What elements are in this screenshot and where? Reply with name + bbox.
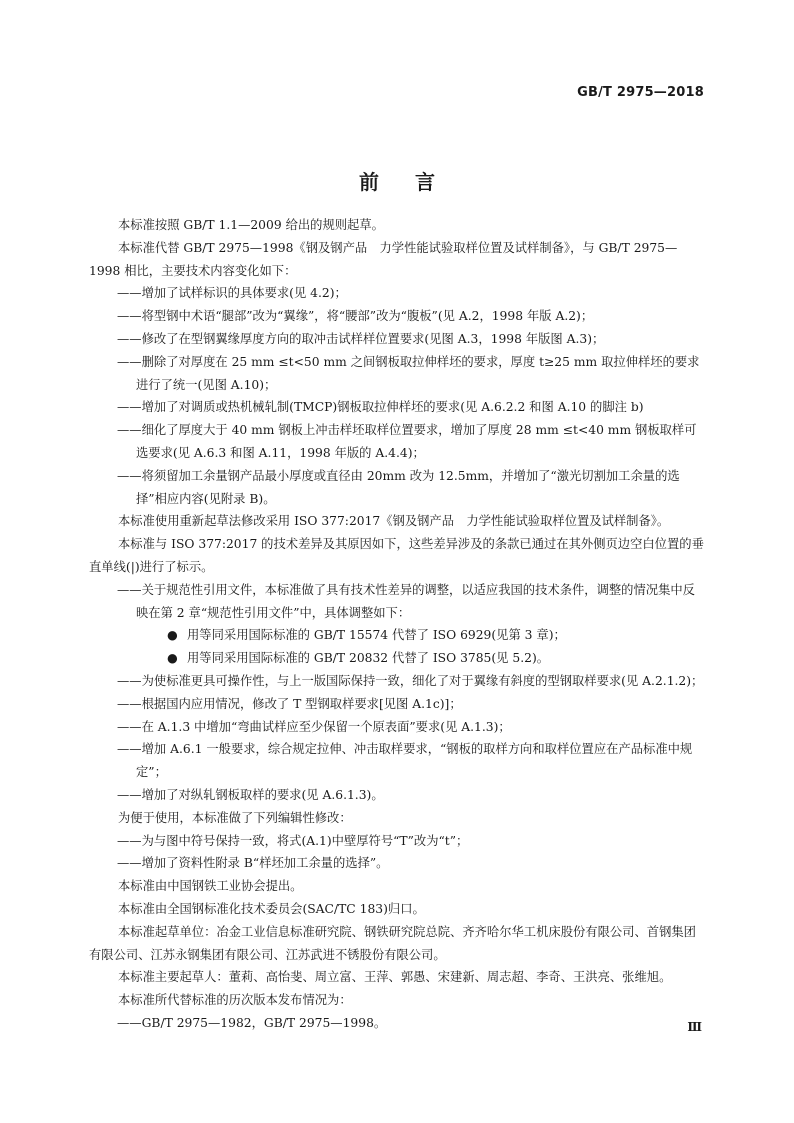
paragraph: 本标准按照 GB/T 1.1—2009 给出的规则起草。 bbox=[118, 218, 384, 232]
paragraph: 本标准由中国钢铁工业协会提出。 bbox=[118, 879, 303, 894]
paragraph: 本标准主要起草人：董莉、高怡斐、周立富、王萍、郭愚、宋建新、周志超、李奇、王洪亮、张维旭。 bbox=[118, 970, 672, 985]
list-item: ——细化了厚度大于 40 mm 钢板上冲击样坯取样位置要求，增加了厚度 28 mm ≤t<40 mm 钢板取样可选要求(见 A.6.3 和图 A.11，1998 年版的 A.4.4)； bbox=[117, 423, 697, 460]
standard-code: GB/T 2975—2018 bbox=[577, 85, 704, 100]
page-title: 前言 bbox=[359, 170, 471, 195]
list-item: ——增加了对调质或热机械轧制(TMCP)钢板取拉伸样坯的要求(见 A.6.2.2 和图 A.10 的脚注 b) bbox=[117, 400, 644, 415]
list-item: ——为与图中符号保持一致，将式(A.1)中壁厚符号“T”改为“t”； bbox=[117, 833, 469, 848]
paragraph: 本标准使用重新起草法修改采用 ISO 377:2017《钢及钢产品 力学性能试验取样位置及试样制备》。 bbox=[118, 514, 670, 529]
paragraph: 本标准起草单位：冶金工业信息标准研究院、钢铁研究院总院、齐齐哈尔华工机床股份有限公司、首钢集团有限公司、江苏永钢集团有限公司、江苏武进不锈股份有限公司。 bbox=[89, 924, 696, 962]
paragraph: 本标准所代替标准的历次版本发布情况为： bbox=[118, 993, 352, 1008]
list-item: ——根据国内应用情况，修改了 T 型钢取样要求[见图 A.1c)]； bbox=[117, 696, 462, 711]
list-item: ——GB/T 2975—1982，GB/T 2975—1998。 bbox=[117, 1015, 387, 1030]
list-item: ——增加了对纵轧钢板取样的要求(见 A.6.1.3)。 bbox=[117, 787, 384, 802]
list-item: ——修改了在型钢翼缘厚度方向的取冲击试样样位置要求(见图 A.3，1998 年版图 A.3)； bbox=[117, 331, 605, 346]
paragraph: 为便于使用，本标准做了下列编辑性修改： bbox=[118, 810, 352, 825]
bullet-icon: ● bbox=[167, 628, 178, 643]
list-item: ——将型钢中术语“腿部”改为“翼缘”，将“腰部”改为“腹板”(见 A.2，1998 年版 A.2)； bbox=[117, 309, 594, 324]
list-item: ——增加 A.6.1 一般要求，综合规定拉伸、冲击取样要求，“钢板的取样方向和取样位置应在产品标准中规定”； bbox=[117, 742, 693, 780]
page-number: Ⅲ bbox=[687, 1020, 702, 1034]
list-item: ——在 A.1.3 中增加“弯曲试样应至少保留一个原表面”要求(见 A.1.3)； bbox=[117, 719, 511, 734]
list-item: ——为使标准更具可操作性，与上一版国际保持一致，细化了对于翼缘有斜度的型钢取样要求(见 A.2.1.2)； bbox=[117, 673, 704, 688]
paragraph: 本标准代替 GB/T 2975—1998《钢及钢产品 力学性能试验取样位置及试样制备》，与 GB/T 2975—1998 相比，主要技术内容变化如下： bbox=[89, 240, 678, 278]
bullet-item bbox=[89, 624, 706, 647]
bullet-text: 用等同采用国际标准的 GB/T 15574 代替了 ISO 6929(见第 3 章)； bbox=[187, 628, 566, 643]
bullet-text: 用等同采用国际标准的 GB/T 20832 代替了 ISO 3785(见 5.2)。 bbox=[187, 651, 550, 666]
list-item: ——增加了资料性附录 B“样坯加工余量的选择”。 bbox=[117, 856, 389, 871]
bullet-item bbox=[89, 647, 706, 670]
paragraph: 本标准与 ISO 377:2017 的技术差异及其原因如下，这些差异涉及的条款已通过在其外侧页边空白位置的垂直单线(|)进行了标示。 bbox=[89, 537, 704, 574]
document-body bbox=[89, 214, 706, 1035]
list-item: ——将须留加工余量钢产品最小厚度或直径由 20mm 改为 12.5mm，并增加了“激光切割加工余量的选择”相应内容(见附录 B)。 bbox=[117, 468, 680, 506]
list-item: ——增加了试样标识的具体要求(见 4.2)； bbox=[117, 286, 347, 301]
paragraph: 本标准由全国钢标准化技术委员会(SAC/TC 183)归口。 bbox=[118, 901, 425, 916]
bullet-icon: ● bbox=[167, 651, 178, 666]
list-item: ——关于规范性引用文件，本标准做了具有技术性差异的调整，以适应我国的技术条件，调整的情况集中反映在第 2 章“规范性引用文件”中，具体调整如下： bbox=[117, 582, 695, 620]
list-item: ——删除了对厚度在 25 mm ≤t<50 mm 之间钢板取拉伸样坯的要求，厚度 t≥25 mm 取拉伸样坯的要求进行了统一(见图 A.10)； bbox=[117, 354, 700, 392]
